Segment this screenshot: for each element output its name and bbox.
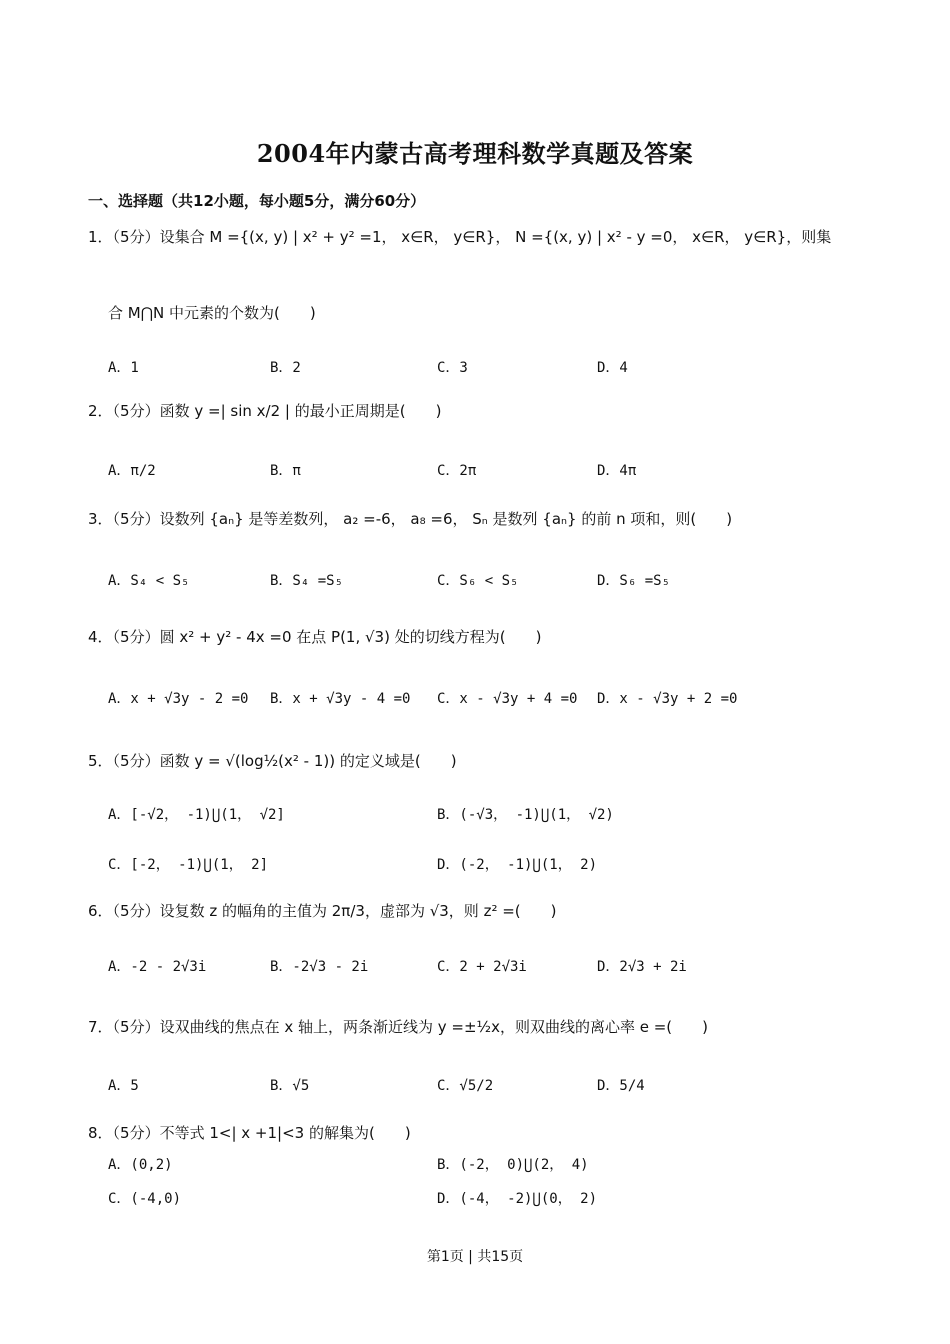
question-8-option-b: B．(-2， 0)⋃(2， 4) [437, 1157, 589, 1173]
question-1-option-c: C．3 [437, 360, 468, 376]
question-5-option-a: A．[-√2， -1)⋃(1， √2] [108, 807, 285, 823]
question-6-line-1: 6．（5分）设复数 z 的幅角的主值为 2π/3，虚部为 √3，则 z² =( ) [88, 902, 557, 920]
question-5-option-c: C．[-2， -1)⋃(1， 2] [108, 857, 269, 873]
question-1-option-a: A．1 [108, 360, 139, 376]
question-1-line-1: 1．（5分）设集合 M ={(x, y) | x² + y² =1， x∈R， y∈R}， N ={(x, y) | x² - y =0， x∈R， y∈R}，则集 [88, 228, 832, 246]
question-2-option-d: D．4π [597, 463, 637, 479]
question-6-option-a: A．-2 - 2√3i [108, 959, 207, 975]
question-4-option-c: C．x - √3y + 4 =0 [437, 691, 578, 707]
question-1-line-2: 合 M⋂N 中元素的个数为( ) [108, 304, 316, 322]
question-6-option-c: C．2 + 2√3i [437, 959, 527, 975]
question-8-option-d: D．(-4， -2)⋃(0， 2) [437, 1191, 598, 1207]
question-4-line-1: 4．（5分）圆 x² + y² - 4x =0 在点 P(1, √3) 处的切线方程为( ) [88, 628, 542, 646]
question-5-option-b: B．(-√3， -1)⋃(1， √2) [437, 807, 614, 823]
question-8-line-1: 8．（5分）不等式 1<| x +1|<3 的解集为( ) [88, 1124, 411, 1142]
question-5-option-d: D．(-2， -1)⋃(1， 2) [437, 857, 598, 873]
question-4-option-d: D．x - √3y + 2 =0 [597, 691, 738, 707]
question-8-option-c: C．(-4,0) [108, 1191, 182, 1207]
question-3-line-1: 3．（5分）设数列 {aₙ} 是等差数列， a₂ =-6， a₈ =6， Sₙ 是数列 {aₙ} 的前 n 项和，则( ) [88, 510, 733, 528]
question-2-option-b: B．π [270, 463, 301, 479]
question-8-option-a: A．(0,2) [108, 1157, 173, 1173]
question-3-option-c: C．S₆ < S₅ [437, 573, 519, 589]
section-heading: 一、选择题（共12小题，每小题5分，满分60分） [88, 192, 426, 210]
question-6-option-b: B．-2√3 - 2i [270, 959, 369, 975]
question-2-option-a: A．π/2 [108, 463, 156, 479]
question-4-option-b: B．x + √3y - 4 =0 [270, 691, 411, 707]
question-2-line-1: 2．（5分）函数 y =| sin x/2 | 的最小正周期是( ) [88, 402, 442, 420]
question-7-option-d: D．5/4 [597, 1078, 645, 1094]
question-7-line-1: 7．（5分）设双曲线的焦点在 x 轴上，两条渐近线为 y =±½x，则双曲线的离心率 e =( ) [88, 1018, 709, 1036]
question-7-option-b: B．√5 [270, 1078, 310, 1094]
question-5-line-1: 5．（5分）函数 y = √(log½(x² - 1)) 的定义域是( ) [88, 752, 457, 770]
question-7-option-c: C．√5/2 [437, 1078, 494, 1094]
question-7-option-a: A．5 [108, 1078, 139, 1094]
question-6-option-d: D．2√3 + 2i [597, 959, 687, 975]
question-1-option-b: B．2 [270, 360, 301, 376]
question-1-option-d: D．4 [597, 360, 628, 376]
question-3-option-a: A．S₄ < S₅ [108, 573, 190, 589]
page-title: 2004年内蒙古高考理科数学真题及答案 [256, 139, 694, 168]
question-3-option-b: B．S₄ =S₅ [270, 573, 344, 589]
question-3-option-d: D．S₆ =S₅ [597, 573, 671, 589]
question-2-option-c: C．2π [437, 463, 477, 479]
question-4-option-a: A．x + √3y - 2 =0 [108, 691, 249, 707]
page-footer: 第1页 | 共15页 [426, 1249, 524, 1265]
